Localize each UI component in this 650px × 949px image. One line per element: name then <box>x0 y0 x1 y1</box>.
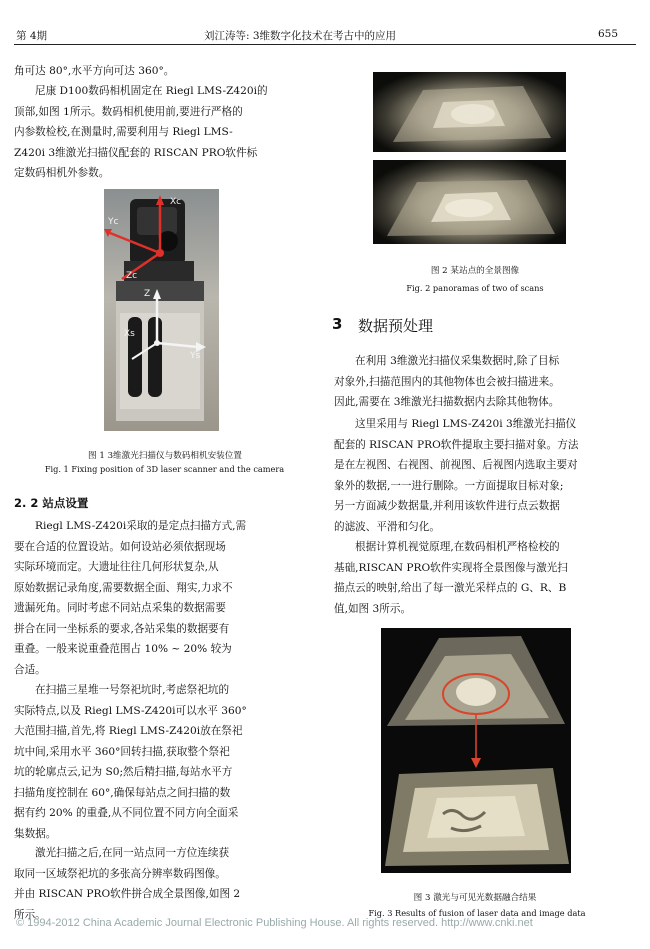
left-paragraph-5: 激光扫描之后,在同一站点同一方位连续获 取同一区域祭祀坑的多张高分辨率数码图像。 并由 RISCAN PRO软件拼合成全景图像,如图 2 所示。 <box>14 847 241 921</box>
figure-2-caption-en: Fig. 2 panoramas of two of scans <box>406 283 544 293</box>
left-paragraph-1: 角可达 80°,水平方向可达 360°。 <box>14 65 175 77</box>
figure-2-panorama-top <box>373 72 566 152</box>
left-paragraph-3: Riegl LMS-Z420i采取的是定点扫描方式,需 要在合适的位置设站。如何设站必须依据现场 实际环境而定。大遗址往往几何形状复杂,从 原始数据记录角度,需要数据全面、翔实,力求不 遗漏死角。同时考虑不同站点采集的数据需要 拼合在同一坐标系的要求,各站采集的数据要有 重叠。一般来说重叠范围占 10% ~ 20% 较为 合适。 <box>14 520 247 676</box>
figure-2-caption-cn: 图 2 某站点的全景图像 <box>430 266 520 276</box>
figure-1-caption-en: Fig. 1 Fixing position of 3D laser scanner and the camera <box>44 464 285 474</box>
section-title-data-preprocessing: 数据预处理 <box>358 317 434 335</box>
running-issue: 第 4期 <box>16 30 48 42</box>
figure-1-photo <box>104 189 219 431</box>
section-heading-2-2: 2. 2 站点设置 <box>14 496 89 510</box>
axis-xc-label: Xc <box>170 197 182 207</box>
figure-1-caption-cn: 图 1 3维激光扫描仪与数码相机安装位置 <box>88 451 242 461</box>
page-number: 655 <box>598 28 619 40</box>
running-title: 刘江涛等: 3维数字化技术在考古中的应用 <box>204 30 397 42</box>
left-paragraph-2: 尼康 D100数码相机固定在 Riegl LMS-Z420i的 顶部,如图 1所示。数码相机使用前,要进行严格的 内参数检校,在测量时,需要利用与 Riegl LMS- Z420i 3维激光扫描仪配套的 RISCAN PRO软件标 定数码相机外参数。 <box>14 85 268 179</box>
axis-z-label: Z <box>144 289 151 299</box>
right-paragraph-3: 根据计算机视觉原理,在数码相机严格检校的 基础,RISCAN PRO软件实现将全景图像与激光扫 描点云的映射,给出了每一激光采样点的 G、R、B 值,如图 3所示。 <box>334 541 568 615</box>
scanner-camera-illustration <box>104 189 219 431</box>
section-number-3: 3 <box>332 315 343 333</box>
axis-zc-label: Zc <box>126 271 138 281</box>
axis-yc-label: Yc <box>108 217 119 227</box>
figure-2-panorama-bottom <box>373 160 566 244</box>
copyright-watermark: © 1994-2012 China Academic Journal Electronic Publishing House. All rights reserved. http://www.cnki.net <box>16 917 533 929</box>
header-rule <box>14 44 636 45</box>
figure-3-caption-cn: 图 3 激光与可见光数据融合结果 <box>413 893 537 903</box>
axis-ys-label: Ys <box>190 351 201 361</box>
figure-3-caption-en: Fig. 3 Results of fusion of laser data and image data <box>368 908 586 918</box>
left-paragraph-4: 在扫描三星堆一号祭祀坑时,考虑祭祀坑的 实际特点,以及 Riegl LMS-Z420i可以水平 360° 大范围扫描,首先,将 Riegl LMS-Z420i放在祭祀 坑中间,采用水平 360°回转扫描,获取整个祭祀 坑的轮廓点云,记为 S0;然后精扫描,每站水平方 扫描角度控制在 60°,确保每站点之间扫描的数 据有约 20% 的重叠,从不同位置不同方向全面采 集数据。 <box>14 684 247 840</box>
axis-xs-label: Xs <box>124 329 135 339</box>
right-paragraph-1: 在利用 3维激光扫描仪采集数据时,除了目标 对象外,扫描范围内的其他物体也会被扫描进来。 因此,需要在 3维激光扫描数据内去除其他物体。 <box>334 355 560 408</box>
figure-3-fusion-image <box>381 628 571 873</box>
right-paragraph-2: 这里采用与 Riegl LMS-Z420i 3维激光扫描仪 配套的 RISCAN PRO软件提取主要扫描对象。方法 是在左视图、右视图、前视图、后视图内选取主要对 象外的数据,一一进行删除。一方面提取目标对象; 另一方面减少数据量,并利用该软件进行点云数据 的滤波、平滑和匀化。 <box>334 418 579 533</box>
